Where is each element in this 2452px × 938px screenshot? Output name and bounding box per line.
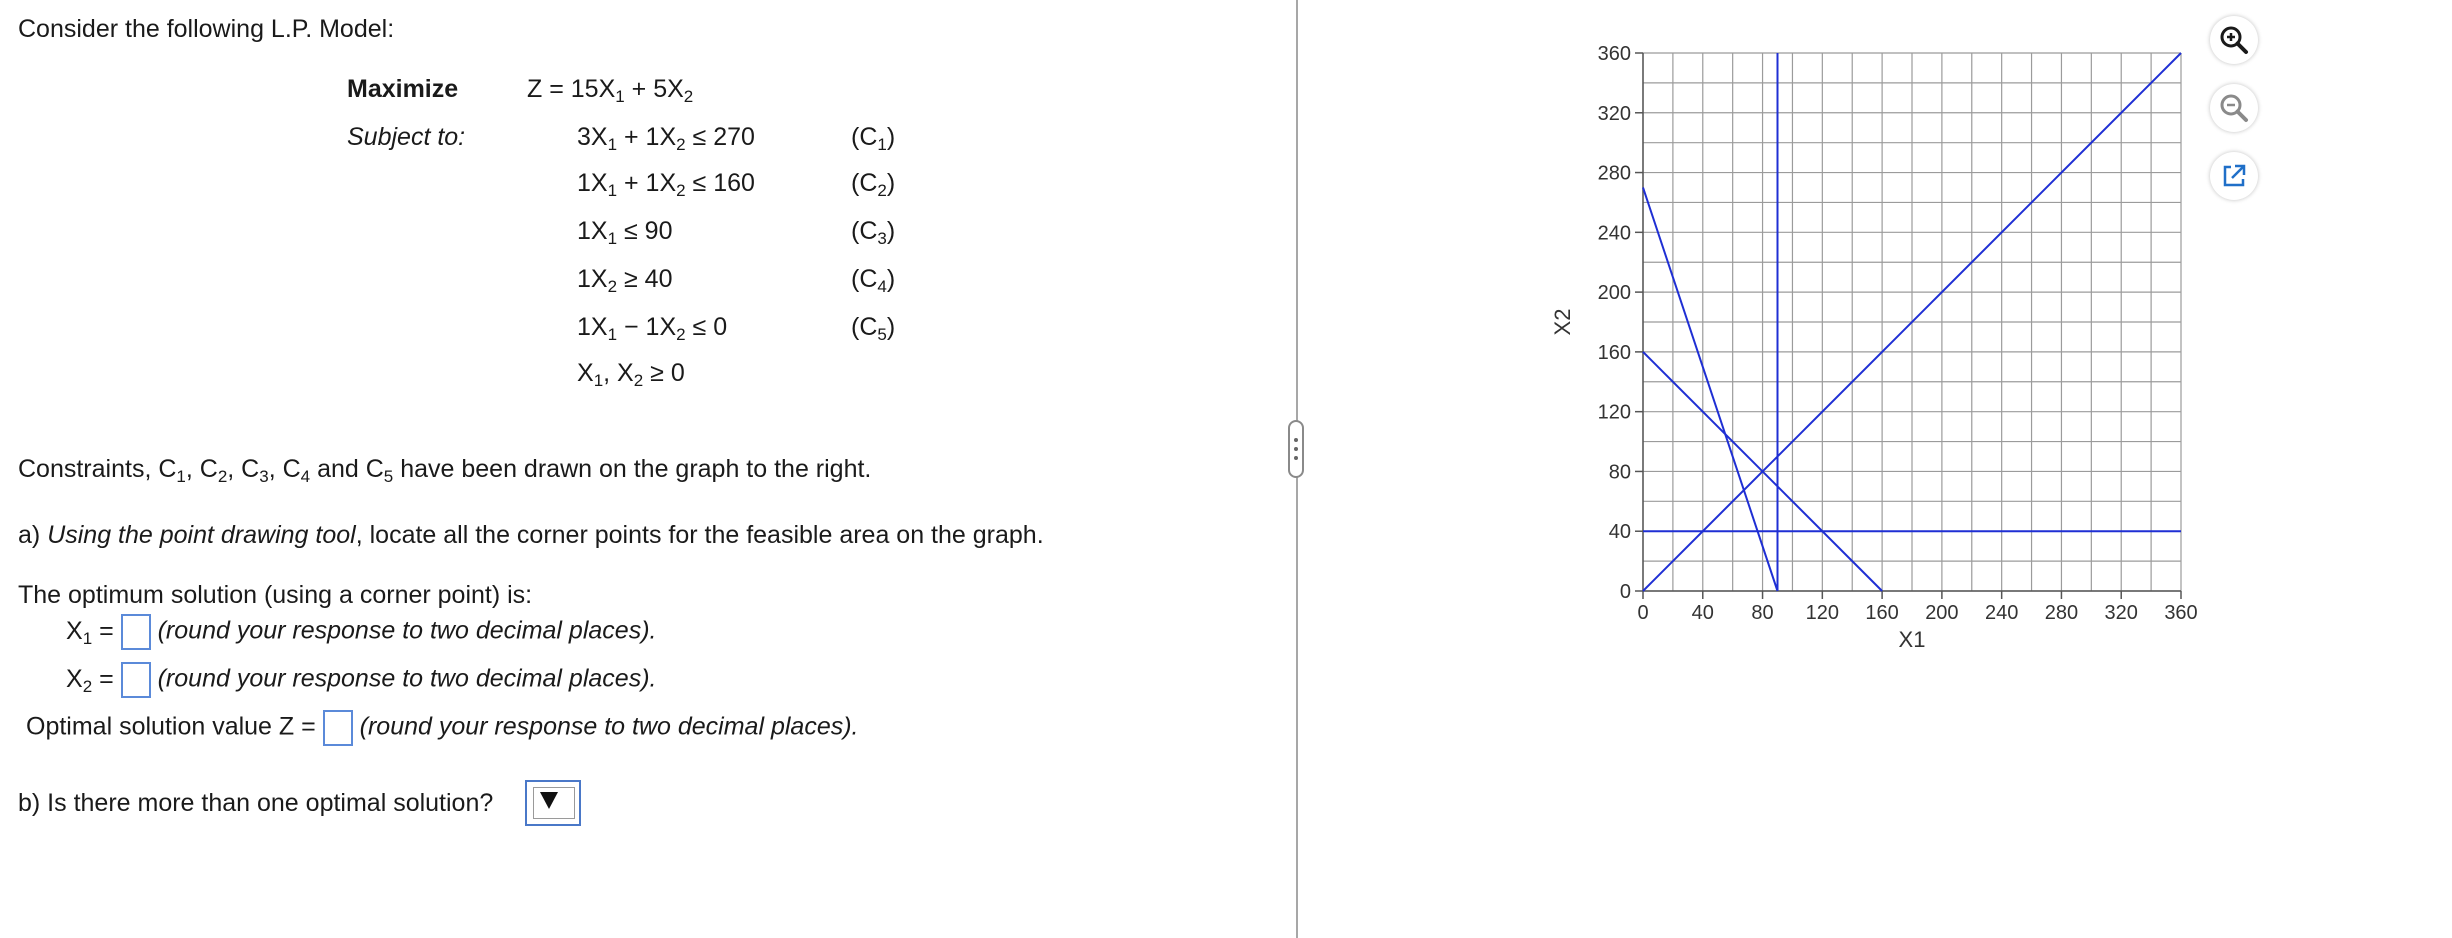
constraint-tag-c2: $(C_2)$ <box>851 169 896 200</box>
constraints-note: Constraints, $C_1$, $C_2$, $C_3$, $C_4$ and $C_5$ have been drawn on the graph to the right. <box>18 455 872 486</box>
dropdown-arrow-icon[interactable] <box>540 792 558 809</box>
constraint-c3: $1X_1 \le 90$ <box>577 217 673 248</box>
x1-answer-row <box>66 614 656 650</box>
y-tick-label: 0 <box>1619 581 1631 603</box>
zoom-in-icon <box>2219 25 2249 55</box>
constraint-c2: $1X_1 + 1X_2 \le 160$ <box>577 169 755 200</box>
constraint-c1: $3X_1 + 1X_2 \le 270$ <box>577 123 755 154</box>
lp-graph[interactable] <box>1540 20 2220 665</box>
nonnegativity-constraint: $X_1$, $X_2 \ge 0$ <box>577 359 685 390</box>
constraint-tag-c4: $(C_4)$ <box>851 265 896 296</box>
y-tick-label: 320 <box>1597 102 1631 125</box>
constraint-c5: $1X_1 - 1X_2 \le 0$ <box>577 313 728 344</box>
z-answer-row <box>26 710 859 746</box>
x-tick-label: 120 <box>1805 602 1840 624</box>
problem-intro: Consider the following L.P. Model: <box>18 15 395 43</box>
constraint-tag-c5: $(C_5)$ <box>851 313 896 344</box>
z-input[interactable] <box>323 710 353 746</box>
x-tick-label: 240 <box>1984 602 2019 624</box>
x2-label: $X_2$ = <box>66 664 114 696</box>
constraint-tag-c3: $(C_3)$ <box>851 217 896 248</box>
y-tick-label: 40 <box>1608 521 1631 544</box>
panel-splitter-handle[interactable] <box>1288 420 1304 478</box>
constraint-c4: $1X_2 \ge 40$ <box>577 265 673 296</box>
y-tick-label: 80 <box>1608 461 1631 484</box>
zoom-in-button[interactable] <box>2210 16 2258 64</box>
x1-input[interactable] <box>121 614 151 650</box>
y-tick-label: 160 <box>1597 341 1631 364</box>
popout-icon <box>2219 161 2249 191</box>
x-tick-label: 280 <box>2044 602 2079 624</box>
x-tick-label: 360 <box>2164 602 2198 624</box>
objective-function: $Z = 15X_1 + 5X_2$ <box>527 75 694 106</box>
y-axis-label: X2 <box>1550 308 1575 336</box>
x-tick-label: 160 <box>1865 602 1899 624</box>
y-tick-label: 200 <box>1597 282 1631 305</box>
x-axis-label: X1 <box>1898 627 1926 652</box>
x-tick-label: 200 <box>1925 602 1959 624</box>
zoom-out-button[interactable] <box>2210 84 2258 132</box>
x1-label: $X_1$ = <box>66 616 114 648</box>
x-tick-label: 80 <box>1751 602 1774 624</box>
constraint-tag-c1: $(C_1)$ <box>851 123 896 154</box>
optimum-label: The optimum solution (using a corner point) is: <box>18 581 533 609</box>
y-tick-label: 240 <box>1597 222 1631 245</box>
x-tick-label: 320 <box>2104 602 2138 624</box>
x1-round-hint: (round your response to two decimal places). <box>157 616 657 645</box>
z-label: Optimal solution value Z = <box>26 712 316 741</box>
x2-answer-row <box>66 662 656 698</box>
y-tick-label: 280 <box>1597 162 1631 185</box>
z-round-hint: (round your response to two decimal places). <box>359 712 859 741</box>
y-tick-label: 360 <box>1597 43 1631 65</box>
zoom-out-icon <box>2219 93 2249 123</box>
part-a-instruction: a) Using the point drawing tool, locate all the corner points for the feasible area on the graph. <box>18 521 1044 549</box>
multiple-optimal-dropdown[interactable] <box>525 780 581 826</box>
x-tick-label: 0 <box>1637 602 1649 624</box>
y-tick-label: 120 <box>1597 401 1631 424</box>
x2-input[interactable] <box>121 662 151 698</box>
part-b-question: b) Is there more than one optimal solution? <box>18 789 494 817</box>
popout-button[interactable] <box>2210 152 2258 200</box>
x2-round-hint: (round your response to two decimal places). <box>157 664 657 693</box>
x-tick-label: 40 <box>1691 602 1714 624</box>
subject-to-label: Subject to: <box>347 123 466 151</box>
lp-graph-svg[interactable] <box>1540 20 2220 660</box>
maximize-label: Maximize <box>347 75 459 103</box>
